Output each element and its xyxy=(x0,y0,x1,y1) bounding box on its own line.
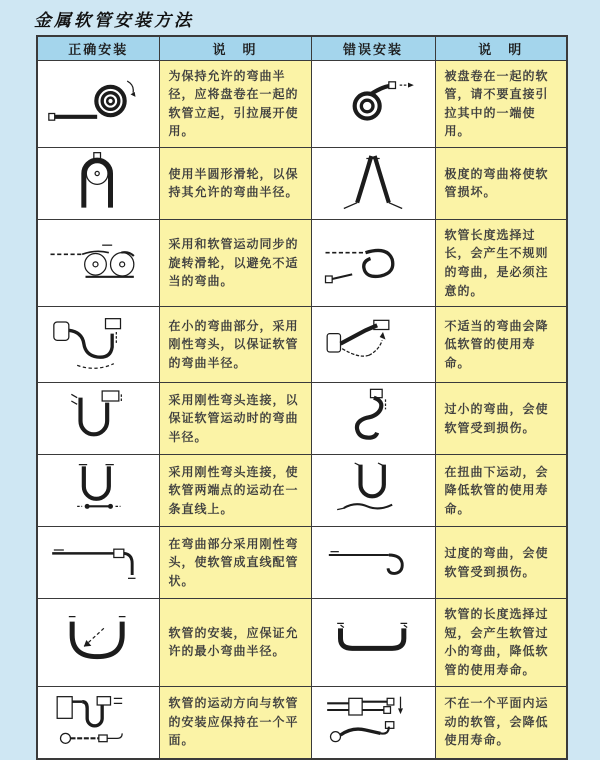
wrong-image-cell xyxy=(311,686,435,759)
header-wrong-install: 错误安装 xyxy=(311,36,435,60)
in-plane-motion-icon xyxy=(42,690,154,750)
straight-pipe-elbow-icon xyxy=(42,530,154,590)
table-row xyxy=(37,307,567,383)
correct-description: 软管的运动方向与软管的安装应保持在一个平面。 xyxy=(159,686,311,759)
table-row xyxy=(37,219,567,306)
improper-bend-icon xyxy=(317,312,429,372)
extreme-bend-icon xyxy=(317,151,429,211)
wrong-description: 过小的弯曲，会使软管受到损伤。 xyxy=(435,383,567,455)
correct-image-cell xyxy=(37,527,159,599)
header-wrong-description: 说 明 xyxy=(435,36,567,60)
min-bend-radius-u-icon xyxy=(42,610,154,670)
wrong-description: 过度的弯曲，会使软管受到损伤。 xyxy=(435,527,567,599)
correct-description: 采用刚性弯头连接，以保证软管运动时的弯曲半径。 xyxy=(159,383,311,455)
overlong-hose-icon xyxy=(317,231,429,291)
wrong-image-cell xyxy=(311,527,435,599)
correct-image-cell xyxy=(37,686,159,759)
header-correct-description: 说 明 xyxy=(159,36,311,60)
wrong-image-cell xyxy=(311,147,435,219)
u-hose-inline-motion-icon xyxy=(42,458,154,518)
wrong-description: 软管长度选择过长，会产生不规则的弯曲，是必须注意的。 xyxy=(435,219,567,306)
correct-description: 为保持允许的弯曲半径，应将盘卷在一起的软管立起，引拉展开使用。 xyxy=(159,60,311,147)
wrong-description: 被盘卷在一起的软管，请不要直接引拉其中的一端使用。 xyxy=(435,60,567,147)
table-row xyxy=(37,686,567,759)
correct-description: 使用半圆形滑轮，以保持其允许的弯曲半径。 xyxy=(159,147,311,219)
rigid-elbow-u-hose-icon xyxy=(42,386,154,446)
coiled-hose-unroll-icon xyxy=(42,71,154,131)
wrong-image-cell xyxy=(311,455,435,527)
wrong-image-cell xyxy=(311,599,435,686)
correct-description: 采用刚性弯头连接，使软管两端点的运动在一条直线上。 xyxy=(159,455,311,527)
correct-image-cell xyxy=(37,219,159,306)
rigid-elbow-small-bend-icon xyxy=(42,312,154,372)
short-hose-icon xyxy=(317,610,429,670)
correct-description: 采用和软管运动同步的旋转滑轮，以避免不适当的弯曲。 xyxy=(159,219,311,306)
table-row xyxy=(37,455,567,527)
correct-description: 在弯曲部分采用刚性弯头，使软管成直线配管状。 xyxy=(159,527,311,599)
table-row xyxy=(37,527,567,599)
table-row xyxy=(37,60,567,147)
correct-description: 软管的安装，应保证允许的最小弯曲半径。 xyxy=(159,599,311,686)
manual-page xyxy=(0,6,600,760)
correct-image-cell xyxy=(37,60,159,147)
header-correct-install: 正确安装 xyxy=(37,36,159,60)
over-bend-icon xyxy=(317,530,429,590)
wrong-description: 极度的弯曲将使软管损坏。 xyxy=(435,147,567,219)
wrong-image-cell xyxy=(311,60,435,147)
out-of-plane-motion-icon xyxy=(317,690,429,750)
correct-image-cell xyxy=(37,383,159,455)
correct-image-cell xyxy=(37,147,159,219)
wrong-description: 不适当的弯曲会降低软管的使用寿命。 xyxy=(435,307,567,383)
too-small-bend-icon xyxy=(317,386,429,446)
sync-rollers-icon xyxy=(42,231,154,291)
correct-image-cell xyxy=(37,455,159,527)
wrong-description: 在扭曲下运动，会降低软管的使用寿命。 xyxy=(435,455,567,527)
table-row xyxy=(37,599,567,686)
page-title: 金属软管安装方法 xyxy=(34,11,194,31)
twisted-u-hose-icon xyxy=(317,458,429,518)
correct-image-cell xyxy=(37,307,159,383)
correct-description: 在小的弯曲部分，采用刚性弯头，以保证软管的弯曲半径。 xyxy=(159,307,311,383)
wrong-description: 软管的长度选择过短，会产生软管过小的弯曲，降低软管的使用寿命。 xyxy=(435,599,567,686)
table-header-row xyxy=(37,36,567,60)
table-body xyxy=(37,60,567,759)
table-row xyxy=(37,383,567,455)
wrong-description: 不在一个平面内运动的软管，会降低使用寿命。 xyxy=(435,686,567,759)
correct-image-cell xyxy=(37,599,159,686)
half-round-pulley-icon xyxy=(42,151,154,211)
hose-installation-table xyxy=(36,35,568,760)
wrong-image-cell xyxy=(311,383,435,455)
coiled-hose-pull-icon xyxy=(317,71,429,131)
table-row xyxy=(37,147,567,219)
wrong-image-cell xyxy=(311,219,435,306)
wrong-image-cell xyxy=(311,307,435,383)
